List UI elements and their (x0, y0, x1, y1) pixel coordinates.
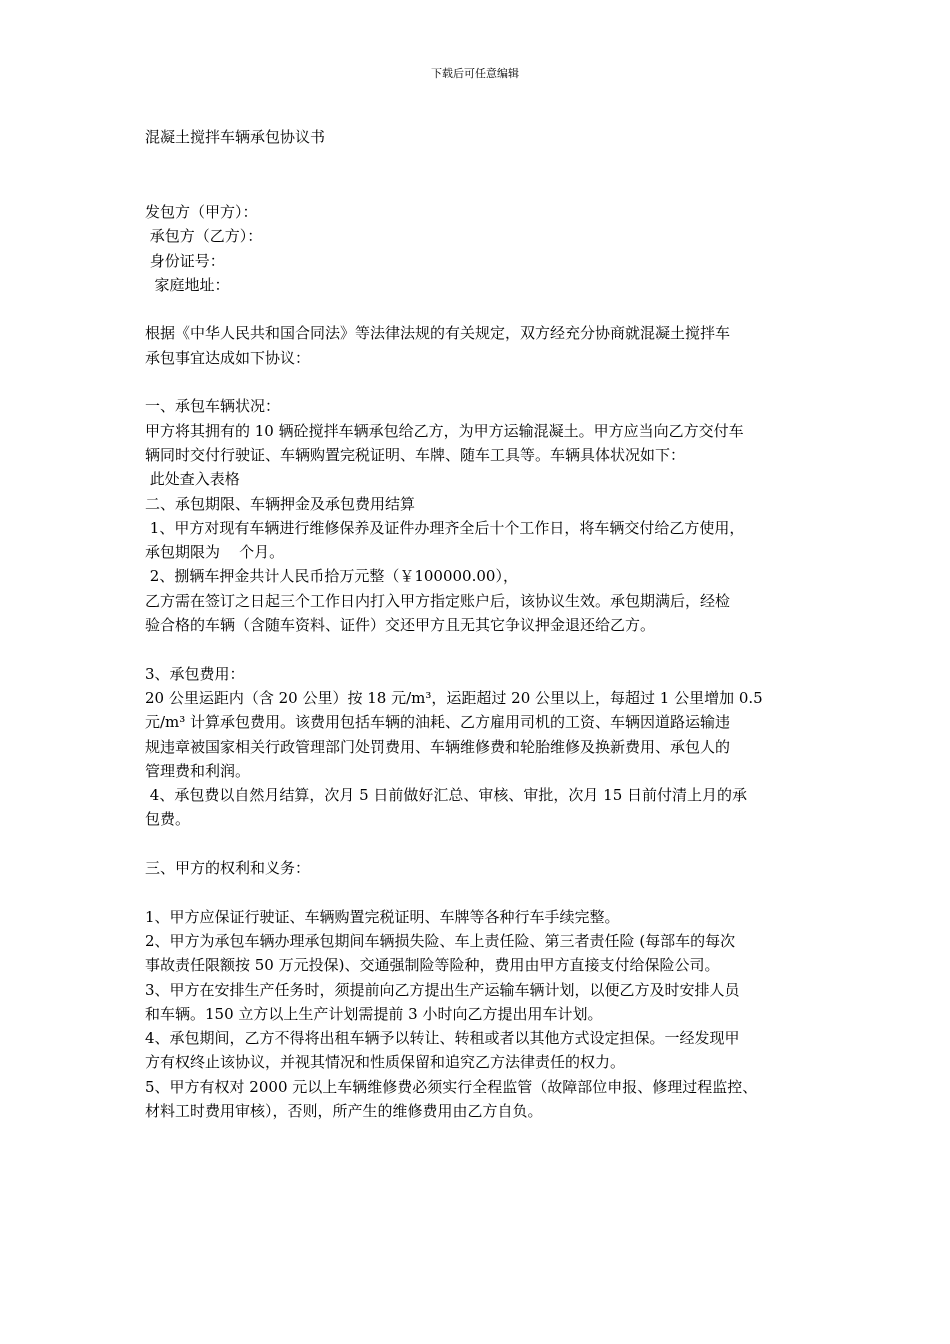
section-2-heading: 二、承包期限、车辆押金及承包费用结算 (145, 494, 416, 513)
intro-line: 承包事宜达成如下协议： (145, 348, 311, 367)
id-number-line: 身份证号： (145, 251, 225, 270)
section-2-line: 乙方需在签订之日起三个工作日内打入甲方指定账户后，该协议生效。承包期满后，经检 (145, 591, 731, 610)
section-2-line: 包费。 (145, 810, 191, 829)
section-3-heading: 三、甲方的权利和义务： (145, 859, 311, 878)
section-3-line: 1、甲方应保证行驶证、车辆购置完税证明、车牌等各种行车手续完整。 (145, 907, 620, 926)
section-2-line: 2、捌辆车押金共计人民币拾万元整（￥100000.00）， (145, 567, 518, 586)
party-b-line: 承包方（乙方）： (145, 227, 263, 246)
section-3-line: 材料工时费用审核），否则，所产生的维修费用由乙方自负。 (145, 1101, 543, 1120)
section-3-line: 方有权终止该协议，并视其情况和性质保留和追究乙方法律责任的权力。 (145, 1053, 626, 1072)
section-2-line: 验合格的车辆（含随车资料、证件）交还甲方且无其它争议押金退还给乙方。 (145, 616, 656, 635)
section-1-line: 此处查入表格 (145, 470, 240, 489)
fee-heading: 3、承包费用： (145, 664, 245, 683)
document-title: 混凝土搅拌车辆承包协议书 (145, 128, 326, 146)
spacer (145, 297, 825, 321)
section-3-line: 4、承包期间，乙方不得将出租车辆予以转让、转租或者以其他方式设定担保。一经发现甲 (145, 1029, 740, 1048)
spacer (145, 637, 825, 661)
section-1-line: 甲方将其拥有的 10 辆砼搅拌车辆承包给乙方，为甲方运输混凝土。甲方应当向乙方交付车 (145, 421, 744, 440)
document-body (145, 200, 825, 1123)
section-3-line: 和车辆。150 立方以上生产计划需提前 3 小时向乙方提出用车计划。 (145, 1004, 603, 1023)
section-2-line: 1、甲方对现有车辆进行维修保养及证件办理齐全后十个工作日，将车辆交付给乙方使用， (145, 518, 745, 537)
section-2-line: 元/m³ 计算承包费用。该费用包括车辆的油耗、乙方雇用司机的工资、车辆因道路运输违 (145, 713, 731, 732)
section-3-line: 5、甲方有权对 2000 元以上车辆维修费必须实行全程监管（故障部位申报、修理过程监控、 (145, 1077, 758, 1096)
section-2-line: 规违章被国家相关行政管理部门处罚费用、车辆维修费和轮胎维修及换新费用、承包人的 (145, 737, 731, 756)
section-1-line: 辆同时交付行驶证、车辆购置完税证明、车牌、随车工具等。车辆具体状况如下： (145, 445, 686, 464)
spacer (145, 370, 825, 394)
page-header: 下载后可任意编辑 (431, 67, 519, 80)
section-2-line: 管理费和利润。 (145, 761, 251, 780)
section-2-line: 20 公里运距内（含 20 公里）按 18 元/m³，运距超过 20 公里以上，每超过 1 公里增加 0.5 (145, 688, 763, 707)
section-2-line: 承包期限为 个月。 (145, 543, 285, 562)
intro-line: 根据《中华人民共和国合同法》等法律法规的有关规定，双方经充分协商就混凝土搅拌车 (145, 324, 731, 343)
spacer (145, 880, 825, 904)
section-3-line: 事故责任限额按 50 万元投保)、交通强制险等险种，费用由甲方直接支付给保险公司。 (145, 956, 720, 975)
section-3-line: 2、甲方为承包车辆办理承包期间车辆损失险、车上责任险、第三者责任险 (每部车的每次 (145, 931, 736, 950)
section-2-line: 4、承包费以自然月结算，次月 5 日前做好汇总、审核、审批，次月 15 日前付清上月的承 (145, 786, 748, 805)
party-a-line: 发包方（甲方）： (145, 203, 258, 221)
spacer (145, 832, 825, 856)
section-3-line: 3、甲方在安排生产任务时，须提前向乙方提出生产运输车辆计划，以便乙方及时安排人员 (145, 980, 740, 999)
section-1-heading: 一、承包车辆状况： (145, 397, 281, 416)
address-line: 家庭地址： (145, 275, 230, 294)
